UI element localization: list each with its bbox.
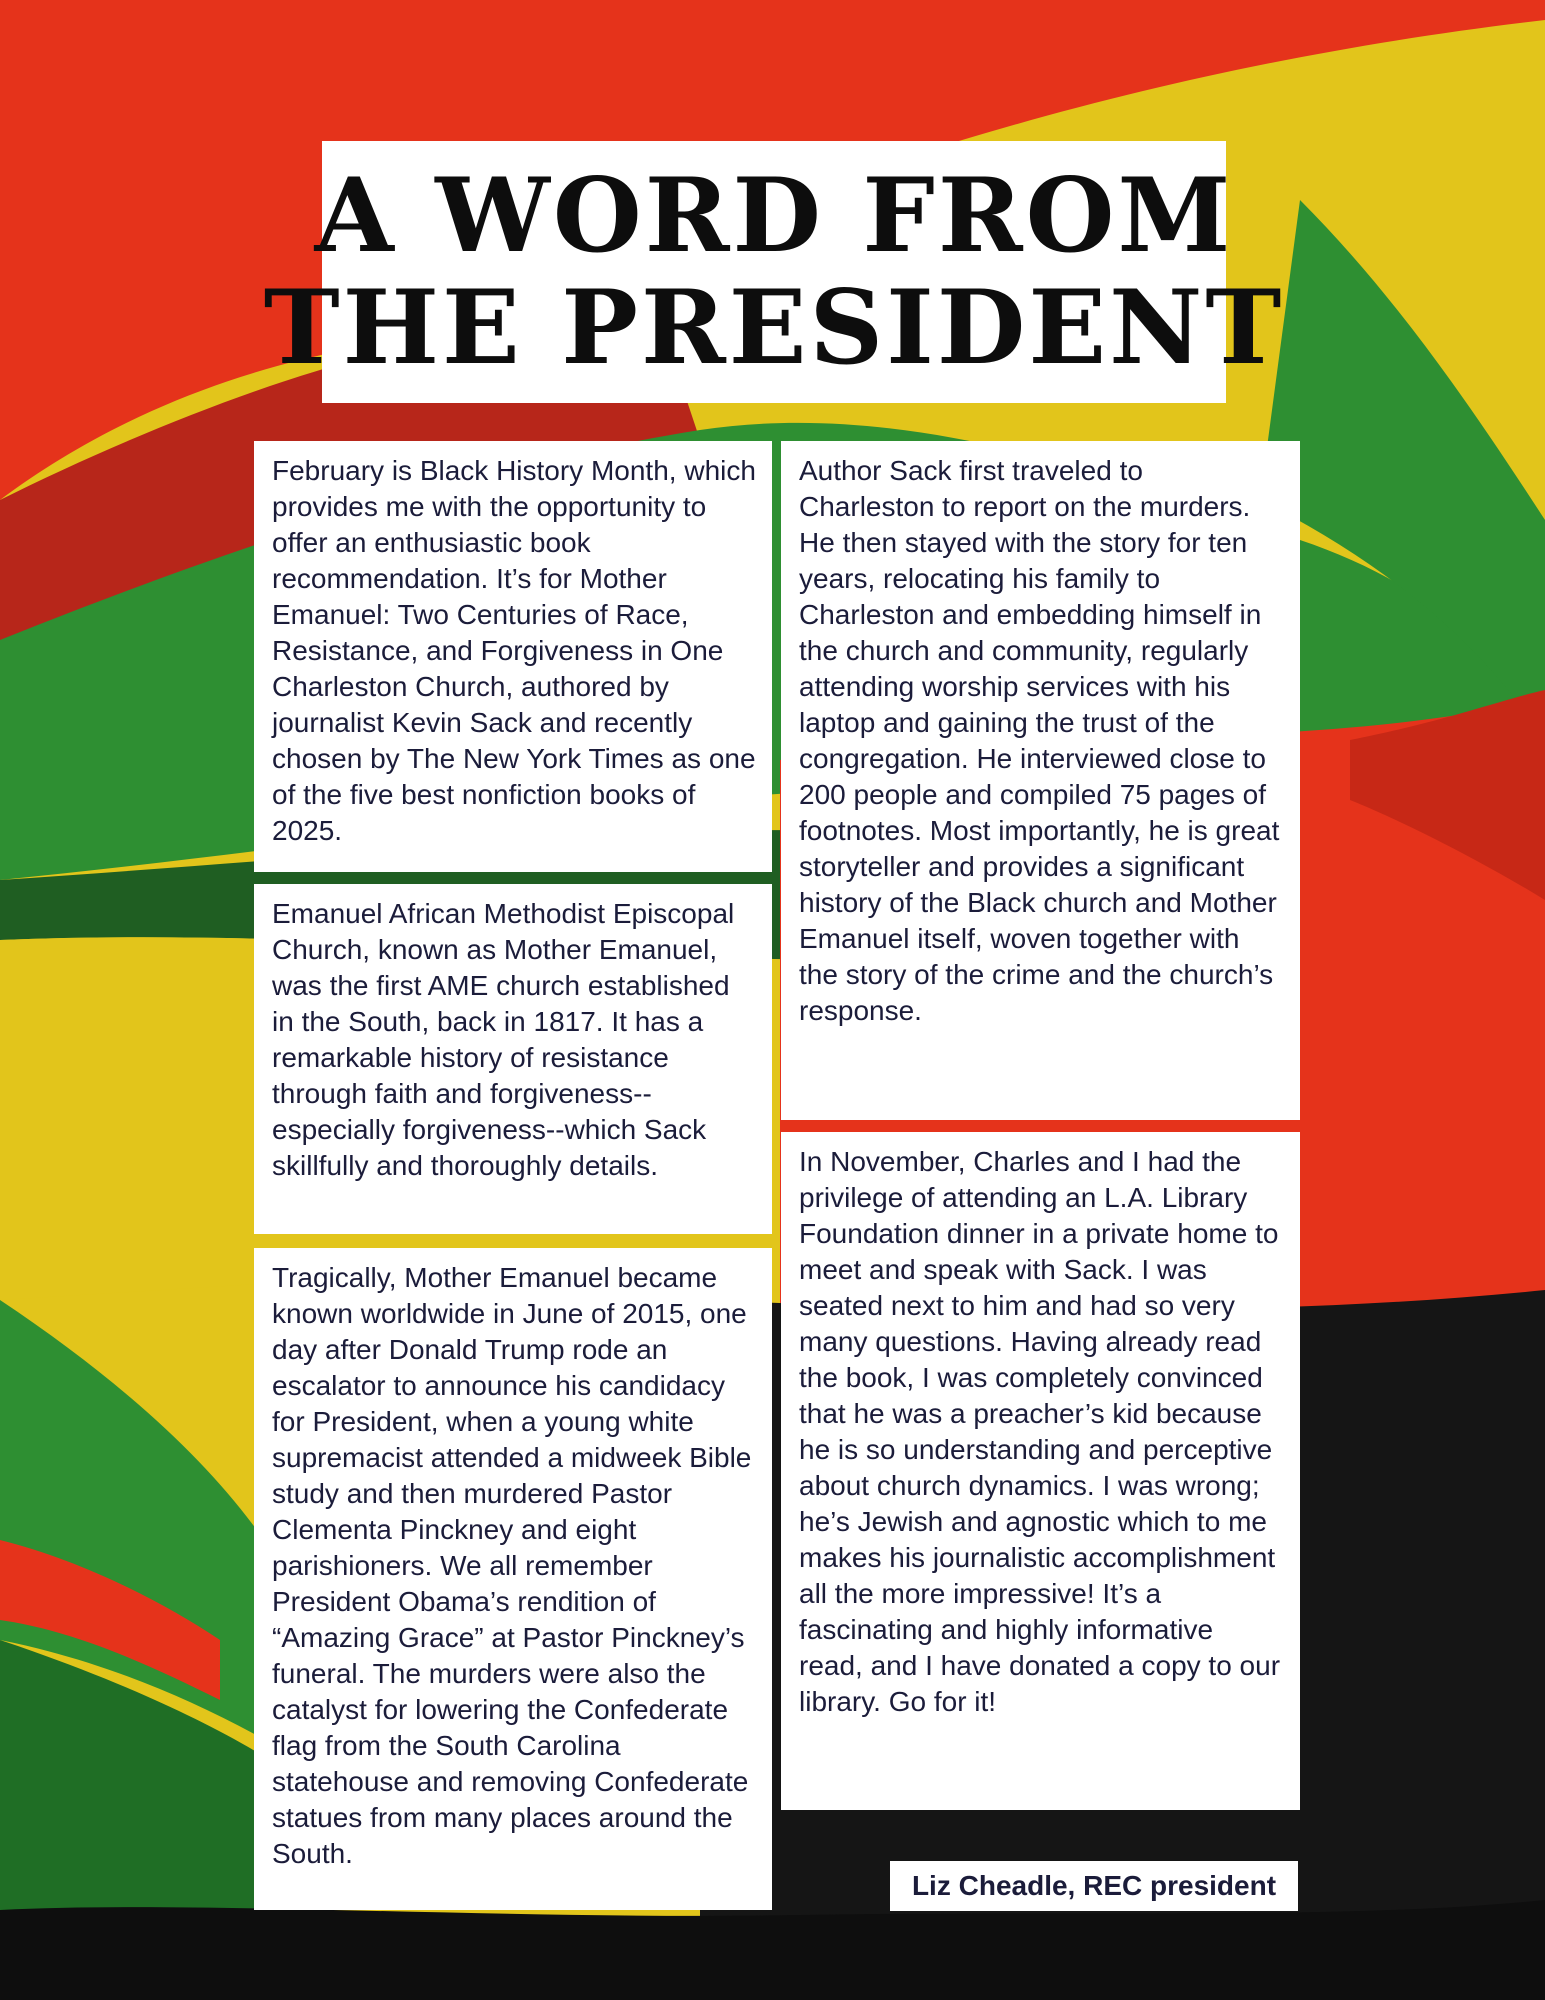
paragraph-box-author-research — [781, 441, 1300, 1120]
paragraph-text: Tragically, Mother Emanuel became known worldwide in June of 2015, one day after Donald Trump rode an escalator to announce his candidacy for President, when a young white supremacist attended a midweek Bible study and then murdered Pastor Clementa Pinckney and eight parishioners. We all remember President Obama’s rendition of “Amazing Grace” at Pastor Pinckney’s funeral. The murders were also the catalyst for lowering the Confederate flag from the South Carolina statehouse and removing Confederate statues from many places around the South. — [272, 1262, 752, 1869]
page-title-line-1: A WORD FROM — [314, 156, 1234, 276]
paragraph-box-tragedy — [254, 1248, 772, 1910]
paragraph-text: Author Sack first traveled to Charleston to report on the murders. He then stayed with the story for ten years, relocating his family to Charleston and embedding himself in the church and community, regularly attending worship services with his laptop and gaining the trust of the congregation. He interviewed close to 200 people and compiled 75 pages of footnotes. Most importantly, he is great storyteller and provides a significant history of the Black church and Mother Emanuel itself, woven together with the story of the crime and the church’s response. — [799, 455, 1280, 1026]
title-banner — [263, 141, 1285, 403]
paragraph-text: February is Black History Month, which provides me with the opportunity to offer an enthusiastic book recommendation. It’s for Mother Emanuel: Two Centuries of Race, Resistance, and Forgiveness in One Charleston Church, authored by journalist Kevin Sack and recently chosen by The New York Times as one of the five best nonfiction books of 2025. — [272, 455, 756, 846]
paragraph-box-dinner-meeting — [781, 1132, 1300, 1810]
author-signature: Liz Cheadle, REC president — [890, 1861, 1298, 1911]
paragraph-text: Emanuel African Methodist Episcopal Church, known as Mother Emanuel, was the first AME church established in the South, back in 1817. It has a remarkable history of resistance through faith and forgiveness--especially forgiveness--which Sack skillfully and thoroughly details. — [272, 898, 735, 1181]
paragraph-box-church-history — [254, 884, 772, 1234]
paragraph-box-book-recommendation — [254, 441, 772, 872]
paragraph-text: In November, Charles and I had the privilege of attending an L.A. Library Foundation dinner in a private home to meet and speak with Sack. I was seated next to him and had so very many questions. Having already read the book, I was completely convinced that he was a preacher’s kid because he is so understanding and perceptive about church dynamics. I was wrong; he’s Jewish and agnostic which to me makes his journalistic accomplishment all the more impressive! It’s a fascinating and highly informative read, and I have donated a copy to our library. Go for it! — [799, 1146, 1281, 1717]
page-title-line-2: THE PRESIDENT — [263, 268, 1285, 388]
